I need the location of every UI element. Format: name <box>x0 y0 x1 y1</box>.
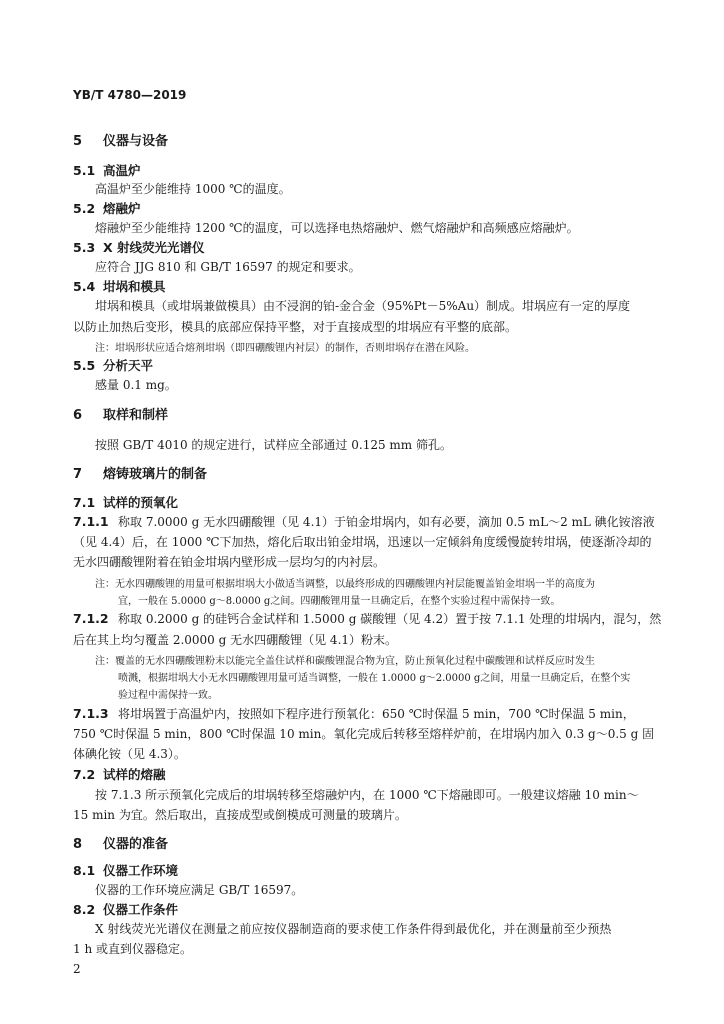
note-line: 注：无水四硼酸锂的用量可根据坩埚大小做适当调整，以最终形成的四硼酸锂内衬层能覆盖铂金坩埚一半的高度为 <box>95 579 595 590</box>
section-number: 6 <box>73 408 83 423</box>
note-line: 喷溅，根据坩埚大小无水四硼酸锂用量可适当调整，一般在 1.0000 g～2.0000 g之间，用量一旦确定后，在整个实 <box>118 673 631 684</box>
section-number: 5.2 <box>73 201 96 216</box>
section-number: 8 <box>73 837 83 852</box>
section-number: 8.2 <box>73 902 96 917</box>
clause-text: 称取 0.2000 g 的硅钙合金试样和 1.5000 g 碳酸锂（见 4.2）置于按 7.1.1 处理的坩埚内，混匀，然 <box>118 612 662 626</box>
clause-text: 称取 7.0000 g 无水四硼酸锂（见 4.1）于铂金坩埚内，如有必要，滴加 0.5 mL～2 mL 碘化铵溶液 <box>118 515 655 529</box>
section-title: 取样和制样 <box>103 408 169 423</box>
clause-text: 将坩埚置于高温炉内，按照如下程序进行预氧化：650 ℃时保温 5 min，700 ℃时保温 5 min， <box>118 707 635 721</box>
clause-number: 7.1.1 <box>73 514 109 529</box>
section-number: 5.1 <box>73 163 96 178</box>
section-8-heading <box>73 833 168 852</box>
section-title: 高温炉 <box>103 163 141 178</box>
note-line: 验过程中需保持一致。 <box>118 690 218 701</box>
paragraph-line <box>73 513 655 530</box>
section-number: 7.2 <box>73 767 96 782</box>
paragraph-line: 1 h 或直到仪器稳定。 <box>73 942 192 956</box>
section-7-2-heading <box>73 765 166 783</box>
section-title: 熔融炉 <box>103 201 141 216</box>
section-number: 5.5 <box>73 358 96 373</box>
paragraph-line: 后在其上均匀覆盖 2.0000 g 无水四硼酸锂（见 4.1）粉末。 <box>73 633 398 647</box>
section-title: 坩埚和模具 <box>103 279 166 294</box>
section-5-2-heading <box>73 199 141 217</box>
section-5-5-heading <box>73 356 153 374</box>
section-5-3-heading <box>73 238 205 256</box>
paragraph-line: 15 min 为宜。然后取出，直接成型或倒模成可测量的玻璃片。 <box>73 808 407 822</box>
section-5-1-heading <box>73 161 141 179</box>
section-title: 仪器工作环境 <box>103 863 179 878</box>
paragraph-line <box>73 610 661 627</box>
paragraph-line: 750 ℃时保温 5 min，800 ℃时保温 10 min。氧化完成后转移至熔样炉前，在坩埚内加入 0.3 g～0.5 g 固 <box>73 727 655 741</box>
standard-code: YB/T 4780—2019 <box>73 88 187 102</box>
clause-number: 7.1.2 <box>73 611 109 626</box>
paragraph-line: 无水四硼酸锂附着在铂金坩埚内壁形成一层均匀的内衬层。 <box>73 555 386 569</box>
page-number: 2 <box>73 962 81 976</box>
section-title: 试样的预氧化 <box>103 495 179 510</box>
paragraph: 按照 GB/T 4010 的规定进行，试样应全部通过 0.125 mm 筛孔。 <box>95 438 452 452</box>
note-line: 注：覆盖的无水四硼酸锂粉末以能完全盖住试样和碳酸锂混合物为宜，防止预氧化过程中碳酸锂和试样反应时发生 <box>95 656 595 667</box>
note: 注：坩埚形状应适合熔剂坩埚（即四硼酸锂内衬层）的制作，否则坩埚存在潜在风险。 <box>95 343 475 354</box>
section-title: 仪器工作条件 <box>103 902 179 917</box>
note-line: 宜，一般在 5.0000 g～8.0000 g之间。四硼酸锂用量一旦确定后，在整个实验过程中需保持一致。 <box>118 596 561 607</box>
paragraph: 感量 0.1 mg。 <box>95 378 177 392</box>
paragraph-line: 坩埚和模具（或坩埚兼做模具）由不浸润的铂-金合金（95%Pt－5%Au）制成。坩埚应有一定的厚度 <box>95 299 631 313</box>
paragraph: 高温炉至少能维持 1000 ℃的温度。 <box>95 182 291 196</box>
section-7-heading <box>73 463 207 482</box>
paragraph: 熔融炉至少能维持 1200 ℃的温度，可以选择电热熔融炉、燃气熔融炉和高频感应熔融炉。 <box>95 221 579 235</box>
section-8-2-heading <box>73 900 178 918</box>
paragraph-line: 体碘化铵（见 4.3）。 <box>73 747 186 761</box>
clause-number: 7.1.3 <box>73 706 109 721</box>
section-6-heading <box>73 404 168 423</box>
section-number: 5.4 <box>73 279 96 294</box>
paragraph-line: （见 4.4）后，在 1000 ℃下加热，熔化后取出铂金坩埚，迅速以一定倾斜角度缓慢旋转坩埚，使逐渐冷却的 <box>73 535 652 549</box>
section-5-4-heading <box>73 277 166 295</box>
section-8-1-heading <box>73 861 178 879</box>
section-number: 8.1 <box>73 863 96 878</box>
section-5-heading <box>73 130 168 149</box>
section-number: 7 <box>73 467 83 482</box>
paragraph-line: 按 7.1.3 所示预氧化完成后的坩埚转移至熔融炉内，在 1000 ℃下熔融即可。一般建议熔融 10 min～ <box>95 788 639 802</box>
section-title: 分析天平 <box>103 358 154 373</box>
section-number: 5 <box>73 134 83 149</box>
paragraph: 仪器的工作环境应满足 GB/T 16597。 <box>95 883 304 897</box>
section-title: 熔铸玻璃片的制备 <box>103 467 208 482</box>
section-number: 5.3 <box>73 240 96 255</box>
paragraph: 应符合 JJG 810 和 GB/T 16597 的规定和要求。 <box>95 260 361 274</box>
paragraph-line: 以防止加热后变形，模具的底部应保持平整，对于直接成型的坩埚应有平整的底部。 <box>73 320 518 334</box>
section-title: 试样的熔融 <box>103 767 166 782</box>
section-title: 仪器与设备 <box>103 134 169 149</box>
paragraph-line: X 射线荧光光谱仪在测量之前应按仪器制造商的要求使工作条件得到最优化，并在测量前至少预热 <box>95 922 612 936</box>
section-number: 7.1 <box>73 495 96 510</box>
section-title: 仪器的准备 <box>103 837 169 852</box>
section-7-1-heading <box>73 493 178 511</box>
section-title: X 射线荧光光谱仪 <box>103 240 205 255</box>
paragraph-line <box>73 705 635 722</box>
